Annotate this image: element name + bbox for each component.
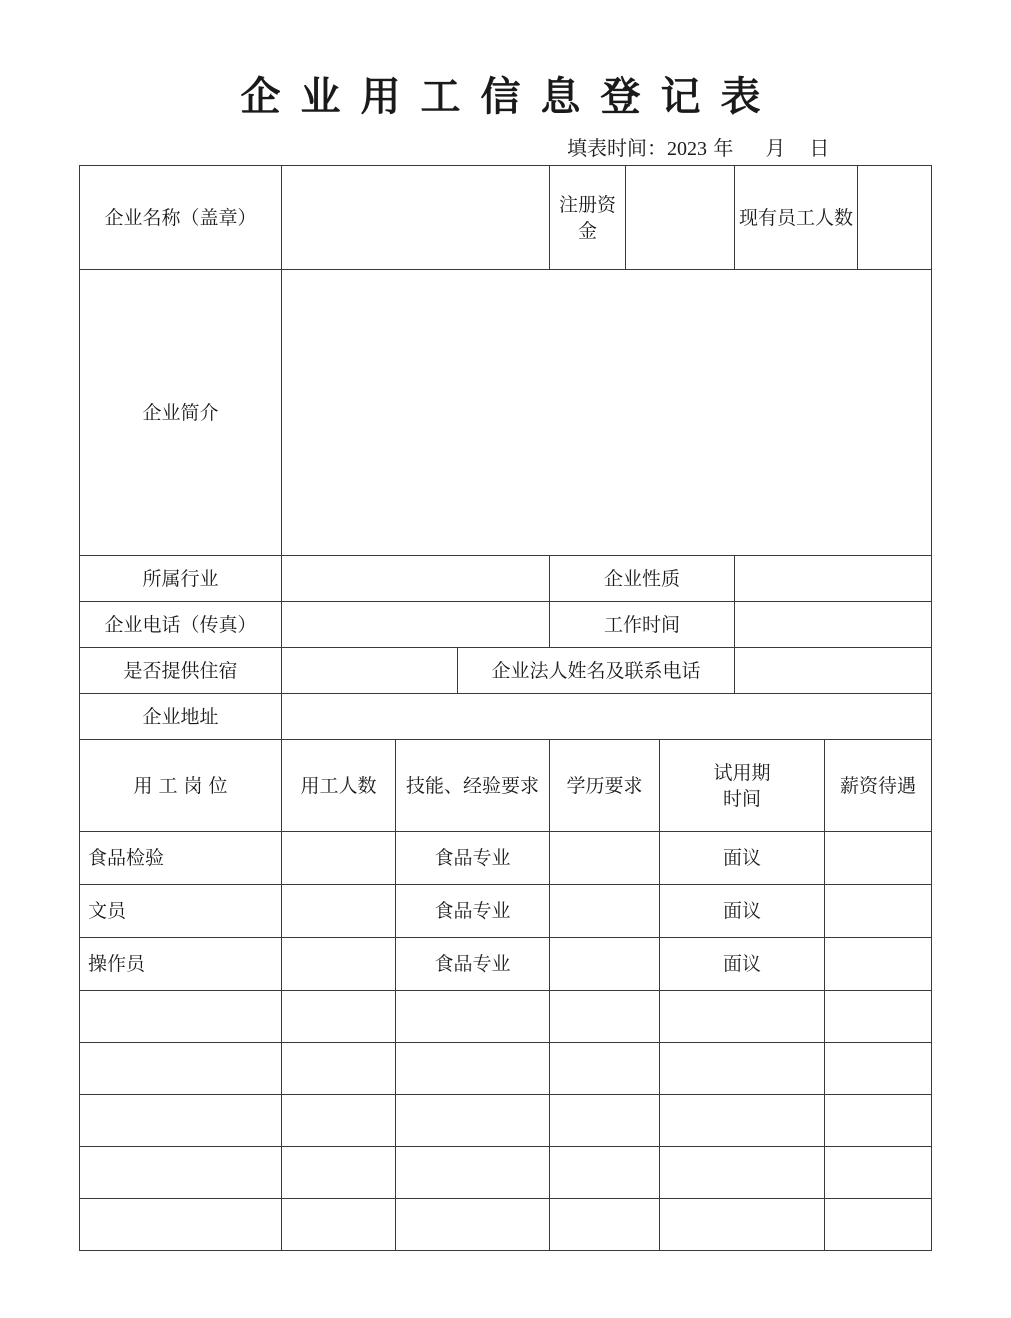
job-skills-cell[interactable]: 食品专业 (396, 938, 550, 991)
company-intro-field[interactable] (282, 270, 932, 556)
job-probation-cell[interactable] (660, 1199, 825, 1251)
job-skills-cell[interactable]: 食品专业 (396, 885, 550, 938)
table-row (80, 938, 932, 991)
staff-count-label: 现有员工人数 (735, 166, 858, 270)
page-title: 企业用工信息登记表 (240, 74, 781, 120)
header-count: 用工人数 (282, 740, 396, 832)
job-count-cell[interactable] (282, 991, 396, 1043)
table-row (80, 1043, 932, 1095)
job-probation-cell[interactable]: 面议 (660, 832, 825, 885)
job-count-cell[interactable] (282, 885, 396, 938)
company-nature-label: 企业性质 (550, 556, 735, 602)
staff-count-field[interactable] (858, 166, 932, 270)
job-count-cell[interactable] (282, 1043, 396, 1095)
job-skills-cell[interactable]: 食品专业 (396, 832, 550, 885)
job-count-cell[interactable] (282, 1199, 396, 1251)
table-row (80, 991, 932, 1043)
job-education-cell[interactable] (550, 1199, 660, 1251)
job-skills-cell[interactable] (396, 991, 550, 1043)
fill-date-label: 填表时间： (567, 136, 667, 160)
job-probation-cell[interactable] (660, 991, 825, 1043)
company-address-label: 企业地址 (80, 694, 282, 740)
job-salary-cell[interactable] (825, 1199, 932, 1251)
job-education-cell[interactable] (550, 938, 660, 991)
job-education-cell[interactable] (550, 832, 660, 885)
job-position-cell[interactable] (80, 1199, 282, 1251)
header-education: 学历要求 (550, 740, 660, 832)
job-probation-cell[interactable]: 面议 (660, 885, 825, 938)
registered-capital-label: 注册资金 (550, 166, 626, 270)
table-row (80, 1095, 932, 1147)
header-probation-line1: 试用期 (713, 761, 771, 784)
industry-field[interactable] (282, 556, 550, 602)
job-salary-cell[interactable] (825, 938, 932, 991)
job-probation-cell[interactable] (660, 1043, 825, 1095)
header-position: 用 工 岗 位 (80, 740, 282, 832)
job-education-cell[interactable] (550, 1095, 660, 1147)
job-probation-cell[interactable] (660, 1147, 825, 1199)
jobs-header-row (80, 740, 932, 832)
job-skills-cell[interactable] (396, 1199, 550, 1251)
job-salary-cell[interactable] (825, 991, 932, 1043)
header-salary: 薪资待遇 (825, 740, 932, 832)
lodging-field[interactable] (282, 648, 458, 694)
fill-date-year-unit: 年 (713, 136, 734, 160)
legal-person-field[interactable] (735, 648, 932, 694)
company-name-label: 企业名称（盖章） (80, 166, 282, 270)
industry-label: 所属行业 (80, 556, 282, 602)
fill-date-day-unit: 日 (809, 136, 830, 160)
phone-row (80, 602, 932, 648)
job-position-cell[interactable] (80, 1095, 282, 1147)
company-address-field[interactable] (282, 694, 932, 740)
job-probation-cell[interactable]: 面议 (660, 938, 825, 991)
job-education-cell[interactable] (550, 1043, 660, 1095)
registration-form-table (79, 165, 932, 1251)
job-count-cell[interactable] (282, 1095, 396, 1147)
industry-row (80, 556, 932, 602)
job-count-cell[interactable] (282, 1147, 396, 1199)
job-position-cell[interactable] (80, 1043, 282, 1095)
job-education-cell[interactable] (550, 1147, 660, 1199)
job-salary-cell[interactable] (825, 1043, 932, 1095)
table-row (80, 885, 932, 938)
company-intro-label: 企业简介 (80, 270, 282, 556)
job-position-cell[interactable]: 文员 (80, 885, 282, 938)
job-salary-cell[interactable] (825, 885, 932, 938)
job-count-cell[interactable] (282, 938, 396, 991)
job-education-cell[interactable] (550, 885, 660, 938)
lodging-row (80, 648, 932, 694)
company-intro-row (80, 270, 932, 556)
legal-person-label: 企业法人姓名及联系电话 (458, 648, 735, 694)
address-row (80, 694, 932, 740)
job-position-cell[interactable]: 食品检验 (80, 832, 282, 885)
fill-date-month-unit: 月 (765, 136, 786, 160)
company-name-field[interactable] (282, 166, 550, 270)
job-position-cell[interactable]: 操作员 (80, 938, 282, 991)
job-education-cell[interactable] (550, 991, 660, 1043)
job-skills-cell[interactable] (396, 1147, 550, 1199)
job-position-cell[interactable] (80, 1147, 282, 1199)
header-probation (660, 740, 825, 832)
job-salary-cell[interactable] (825, 832, 932, 885)
job-skills-cell[interactable] (396, 1043, 550, 1095)
header-skills: 技能、经验要求 (396, 740, 550, 832)
fill-date-year: 2023 (667, 138, 707, 160)
lodging-label: 是否提供住宿 (80, 648, 282, 694)
work-time-label: 工作时间 (550, 602, 735, 648)
registered-capital-field[interactable] (626, 166, 735, 270)
company-phone-field[interactable] (282, 602, 550, 648)
company-nature-field[interactable] (735, 556, 932, 602)
company-name-row (80, 166, 932, 270)
work-time-field[interactable] (735, 602, 932, 648)
job-count-cell[interactable] (282, 832, 396, 885)
fill-date (567, 134, 829, 163)
table-row (80, 1199, 932, 1251)
job-salary-cell[interactable] (825, 1095, 932, 1147)
job-position-cell[interactable] (80, 991, 282, 1043)
table-row (80, 1147, 932, 1199)
job-probation-cell[interactable] (660, 1095, 825, 1147)
job-skills-cell[interactable] (396, 1095, 550, 1147)
company-phone-label: 企业电话（传真） (80, 602, 282, 648)
job-salary-cell[interactable] (825, 1147, 932, 1199)
table-row (80, 832, 932, 885)
header-probation-line2: 时间 (723, 787, 762, 810)
